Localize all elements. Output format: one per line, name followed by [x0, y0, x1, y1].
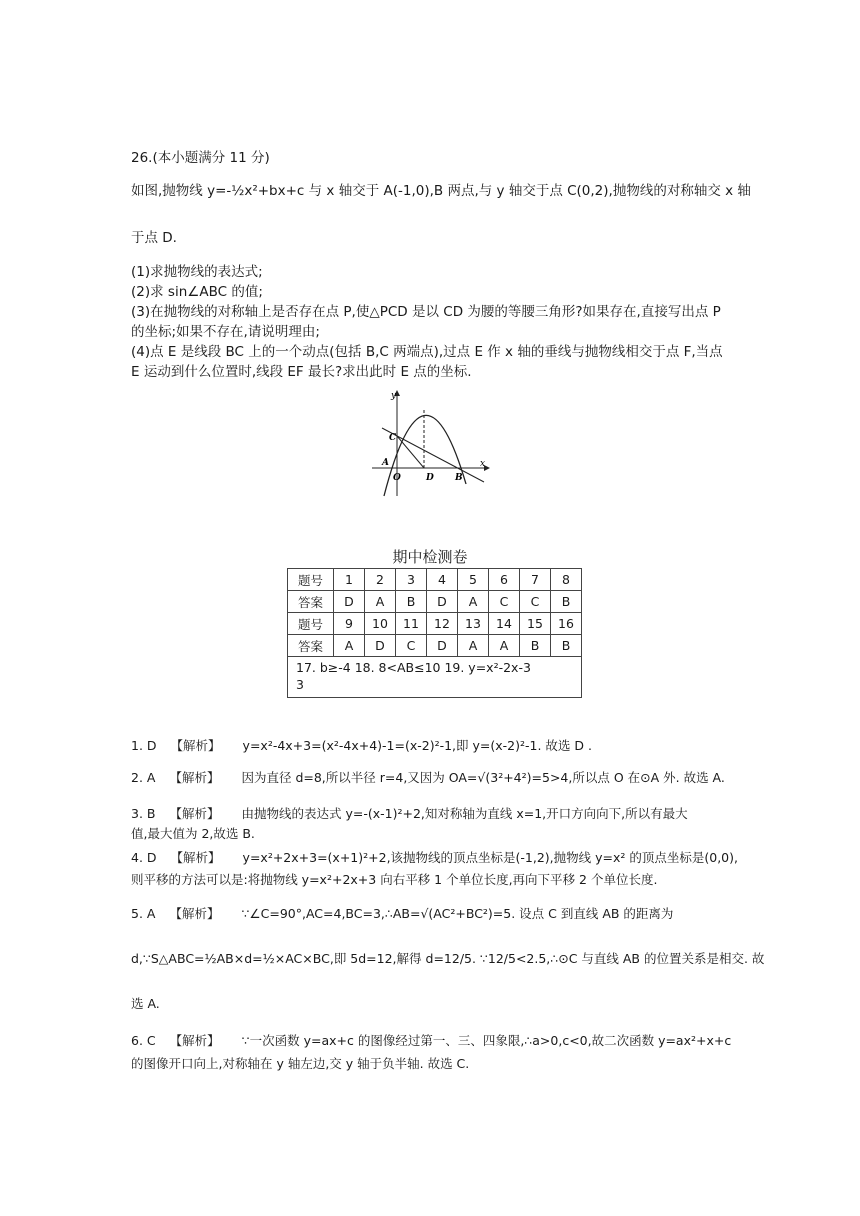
table-cell: A — [458, 591, 489, 613]
solution-text: y=x²+2x+3=(x+1)²+2,该抛物线的顶点坐标是(-1,2),抛物线 y=x² 的顶点坐标是(0,0), — [242, 850, 738, 865]
row-label: 答案 — [288, 591, 334, 613]
label-c: C — [389, 433, 397, 443]
analysis-tag: 【解析】 — [169, 770, 220, 785]
analysis-tag: 【解析】 — [169, 806, 220, 821]
solution-number: 4. D — [131, 850, 157, 865]
solution-text: y=x²-4x+3=(x²-4x+4)-1=(x-2)²-1,即 y=(x-2)²-1. 故选 D . — [242, 738, 592, 753]
analysis-tag: 【解析】 — [170, 738, 221, 753]
analysis-tag: 【解析】 — [170, 850, 221, 865]
table-cell: 14 — [489, 613, 520, 635]
table-row — [288, 657, 582, 698]
label-y: y — [391, 391, 397, 401]
question-part-3: (3)在抛物线的对称轴上是否存在点 P,使△PCD 是以 CD 为腰的等腰三角形?如果存在,直接写出点 P — [131, 304, 721, 320]
line-cd — [397, 436, 424, 468]
label-d: D — [426, 473, 434, 483]
solution-2 — [131, 768, 725, 788]
question-part-4-cont: E 运动到什么位置时,线段 EF 最长?求出此时 E 点的坐标. — [131, 364, 472, 380]
solution-1 — [131, 736, 592, 756]
analysis-tag: 【解析】 — [169, 1033, 220, 1048]
fill-in-line-2: 3 — [296, 677, 304, 692]
table-cell: D — [427, 635, 458, 657]
table-row — [288, 613, 582, 635]
table-row — [288, 591, 582, 613]
parabola-figure — [372, 388, 492, 498]
table-cell: A — [489, 635, 520, 657]
table-cell: 1 — [334, 569, 365, 591]
table-cell: 10 — [365, 613, 396, 635]
table-cell: D — [365, 635, 396, 657]
table-cell: D — [427, 591, 458, 613]
table-cell: B — [551, 635, 582, 657]
question-part-3-cont: 的坐标;如果不存在,请说明理由; — [131, 324, 320, 340]
solution-text: 由抛物线的表达式 y=-(x-1)²+2,知对称轴为直线 x=1,开口方向向下,所以有最大 — [241, 806, 688, 821]
table-cell: 16 — [551, 613, 582, 635]
fill-in-answers — [288, 657, 582, 698]
table-cell: B — [520, 635, 551, 657]
table-cell: C — [520, 591, 551, 613]
solution-number: 5. A — [131, 906, 156, 921]
table-cell: A — [334, 635, 365, 657]
table-cell: 15 — [520, 613, 551, 635]
question-part-4: (4)点 E 是线段 BC 上的一个动点(包括 B,C 两端点),过点 E 作 x 轴的垂线与抛物线相交于点 F,当点 — [131, 344, 723, 360]
solution-5-cont-2: 选 A. — [131, 996, 160, 1011]
question-header: 26.(本小题满分 11 分) — [131, 150, 270, 166]
table-row — [288, 569, 582, 591]
solution-number: 6. C — [131, 1033, 156, 1048]
solution-5 — [131, 904, 673, 924]
row-label: 题号 — [288, 613, 334, 635]
table-cell: D — [334, 591, 365, 613]
solution-3-cont: 值,最大值为 2,故选 B. — [131, 826, 255, 841]
table-cell: 5 — [458, 569, 489, 591]
solution-6-cont: 的图像开口向上,对称轴在 y 轴左边,交 y 轴于负半轴. 故选 C. — [131, 1056, 470, 1071]
analysis-tag: 【解析】 — [169, 906, 220, 921]
table-cell: 6 — [489, 569, 520, 591]
table-cell: 4 — [427, 569, 458, 591]
label-o: O — [393, 473, 401, 483]
table-cell: 2 — [365, 569, 396, 591]
table-cell: 9 — [334, 613, 365, 635]
table-cell: A — [365, 591, 396, 613]
fill-in-line-1: 17. b≥-4 18. 8<AB≤10 19. y=x²-2x-3 — [296, 660, 531, 675]
table-cell: 7 — [520, 569, 551, 591]
solution-text: 因为直径 d=8,所以半径 r=4,又因为 OA=√(3²+4²)=5>4,所以点 O 在⊙A 外. 故选 A. — [241, 770, 725, 785]
solution-3 — [131, 804, 688, 824]
solution-text: ∵∠C=90°,AC=4,BC=3,∴AB=√(AC²+BC²)=5. 设点 C 到直线 AB 的距离为 — [241, 906, 674, 921]
table-row — [288, 635, 582, 657]
solution-number: 3. B — [131, 806, 156, 821]
table-cell: A — [458, 635, 489, 657]
table-cell: 3 — [396, 569, 427, 591]
table-cell: C — [396, 635, 427, 657]
row-label: 题号 — [288, 569, 334, 591]
question-part-2: (2)求 sin∠ABC 的值; — [131, 284, 263, 300]
table-cell: C — [489, 591, 520, 613]
solution-4-cont: 则平移的方法可以是:将抛物线 y=x²+2x+3 向右平移 1 个单位长度,再向下平移 2 个单位长度. — [131, 872, 658, 887]
table-cell: 8 — [551, 569, 582, 591]
answer-table — [287, 568, 582, 698]
question-part-1: (1)求抛物线的表达式; — [131, 264, 263, 280]
answer-table-title: 期中检测卷 — [392, 548, 468, 566]
label-b: B — [455, 473, 463, 483]
label-a: A — [382, 458, 389, 468]
table-cell: 12 — [427, 613, 458, 635]
solution-number: 1. D — [131, 738, 157, 753]
solution-5-cont: d,∵S△ABC=½AB×d=½×AC×BC,即 5d=12,解得 d=12/5. ∵12/5<2.5,∴⊙C 与直线 AB 的位置关系是相交. 故 — [131, 951, 765, 966]
solution-text: ∵一次函数 y=ax+c 的图像经过第一、三、四象限,∴a>0,c<0,故二次函数 y=ax²+x+c — [241, 1033, 732, 1048]
solution-4 — [131, 848, 738, 868]
table-cell: B — [551, 591, 582, 613]
table-cell: B — [396, 591, 427, 613]
solution-number: 2. A — [131, 770, 156, 785]
question-stem-cont: 于点 D. — [131, 230, 177, 246]
parabola-curve — [384, 415, 466, 496]
question-stem: 如图,抛物线 y=-½x²+bx+c 与 x 轴交于 A(-1,0),B 两点,与 y 轴交于点 C(0,2),抛物线的对称轴交 x 轴 — [131, 183, 751, 199]
table-cell: 11 — [396, 613, 427, 635]
label-x: x — [480, 459, 486, 469]
row-label: 答案 — [288, 635, 334, 657]
table-cell: 13 — [458, 613, 489, 635]
solution-6 — [131, 1031, 731, 1051]
